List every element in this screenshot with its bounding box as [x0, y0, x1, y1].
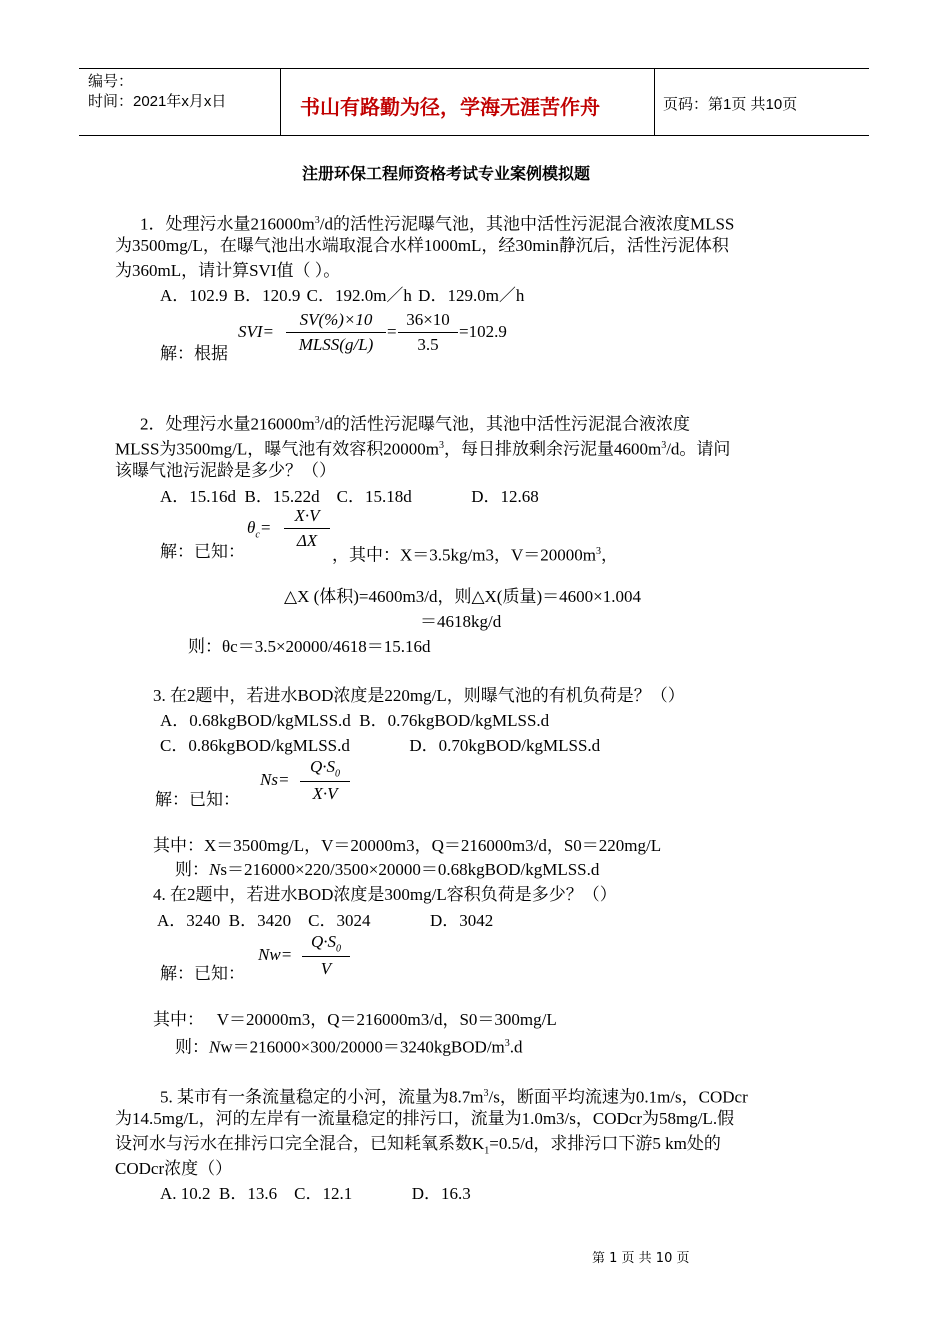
doc-number-label: 编号： — [88, 73, 134, 90]
q3-options-2: C．0.86kgBOD/kgMLSS.d D．0.70kgBOD/kgMLSS.d — [160, 736, 601, 755]
q1-options: A．102.9 B．120.9 C．192.0m／h D．129.0m／h — [160, 286, 525, 305]
q5-line3: 设河水与污水在排污口完全混合，已知耗氧系数$K_1=0.5/d$，求排污口下游5 km处的 — [115, 1134, 721, 1157]
q4-formula-lhs: Nw= — [258, 945, 293, 964]
q5-options: A. 10.2 B．13.6 C．12.1 D．16.3 — [160, 1184, 471, 1203]
q3-solution-prefix: 解：已知： — [155, 790, 240, 809]
q4-frac-numerator: $Q\cdot S_0$ — [310, 932, 342, 955]
q4-known-values: 其中： V＝20000m3，Q＝216000m3/d，S0＝300mg/L — [153, 1010, 557, 1029]
q1-frac1-denominator: MLSS(g/L) — [298, 335, 374, 354]
header-top-rule — [79, 68, 869, 69]
q1-equals-1: = — [387, 322, 397, 341]
page-footer: 第 1 页 共 10 页 — [592, 1251, 690, 1266]
q3-known-values: 其中：X＝3500mg/L，V＝20000m3，Q＝216000m3/d，S0＝220mg/L — [153, 836, 662, 855]
q2-line3: 该曝气池污泥龄是多少？（） — [115, 461, 336, 480]
q4-frac-denominator: V — [320, 959, 332, 979]
q1-formula-fraction-2 — [398, 310, 458, 355]
q2-solution-prefix: 解：已知： — [160, 542, 245, 561]
q4-formula-fraction — [302, 932, 350, 979]
page-info: 页码：第1页 共10页 — [663, 96, 798, 113]
q3-frac-numerator: $Q\cdot S_0$ — [309, 757, 341, 780]
doc-title: 注册环保工程师资格考试专业案例模拟题 — [302, 164, 591, 183]
q2-delta-line2: ＝4618kg/d — [420, 612, 502, 631]
q5-line4: CODcr浓度（） — [115, 1159, 233, 1178]
q3-formula-fraction — [300, 757, 350, 804]
q2-options: A．15.16d B．15.22d C．15.18d D．12.68 — [160, 487, 539, 506]
q4-result: 则：$Nw=216000\times 300/20000=3240kgBOD/m^3.d$ — [175, 1037, 523, 1057]
q3-formula-lhs: Ns= — [260, 770, 290, 789]
q1-formula-lhs: SVI= — [238, 322, 275, 341]
header-motto: 书山有路勤为径，学海无涯苦作舟 — [300, 95, 600, 119]
q3-line1: 3. 在2题中，若进水BOD浓度是220mg/L，则曝气池的有机负荷是？（） — [153, 686, 685, 705]
q1-formula-fraction-1 — [286, 310, 386, 355]
doc-date: 时间：2021年x月x日 — [88, 93, 227, 110]
q2-result: 则：θc＝3.5×20000/4618＝15.16d — [188, 637, 431, 656]
header-divider-right — [654, 68, 655, 136]
q2-delta-line1: △X (体积)=4600m3/d，则△X(质量)＝4600×1.004 — [284, 587, 641, 606]
q5-line2: 为14.5mg/L，河的左岸有一流量稳定的排污口，流量为1.0m3/s，CODcr为58mg/L.假 — [115, 1109, 735, 1128]
q1-frac2-denominator: 3.5 — [417, 335, 439, 354]
q1-frac1-numerator: SV(%)×10 — [299, 310, 373, 329]
header-divider-left — [280, 68, 281, 136]
q2-frac-denominator: ΔX — [296, 531, 318, 550]
q3-options-1: A．0.68kgBOD/kgMLSS.d B．0.76kgBOD/kgMLSS.d — [160, 711, 550, 730]
q1-solution-prefix: 解：根据 — [160, 344, 228, 363]
q1-line3: 为360mL，请计算SVI值（ ）。 — [115, 261, 341, 280]
q5-line1: 5. 某市有一条流量稳定的小河，流量为$8.7m^3/s$，断面平均流速为0.1m/s，CODcr — [160, 1087, 748, 1107]
q2-line1: 2．处理污水量$216000m^3/d$的活性污泥曝气池，其池中活性污泥混合液浓度 — [140, 414, 690, 434]
q3-result: 则：Ns＝216000×220/3500×20000＝0.68kgBOD/kgMLSS.d — [175, 860, 600, 879]
q2-formula-fraction — [284, 506, 330, 551]
q3-frac-denominator: X·V — [312, 784, 338, 804]
q2-known-values: ，其中：X＝3.5kg/m3，$V=20000m^3$， — [332, 545, 618, 565]
q1-frac2-numerator: 36×10 — [406, 310, 450, 329]
q4-line1: 4. 在2题中，若进水BOD浓度是300mg/L容积负荷是多少？（） — [153, 885, 617, 904]
q2-frac-numerator: X·V — [294, 506, 320, 525]
q4-solution-prefix: 解：已知： — [160, 964, 245, 983]
header-bottom-rule — [79, 135, 869, 136]
q1-formula-result: =102.9 — [459, 322, 507, 341]
q1-line1: 1．处理污水量$216000m^3/d$的活性污泥曝气池，其池中活性污泥混合液浓度MLSS — [140, 214, 735, 234]
q2-formula-lhs: $\theta_c=$ — [247, 518, 272, 541]
q4-options: A．3240 B．3420 C．3024 D．3042 — [157, 911, 494, 930]
q1-line2: 为3500mg/L，在曝气池出水端取混合水样1000mL，经30min静沉后，活性污泥体积 — [115, 236, 729, 255]
q2-line2: MLSS为3500mg/L，曝气池有效容积$20000m^3$，每日排放剩余污泥量$4600m^3/d$。请问 — [115, 439, 731, 459]
